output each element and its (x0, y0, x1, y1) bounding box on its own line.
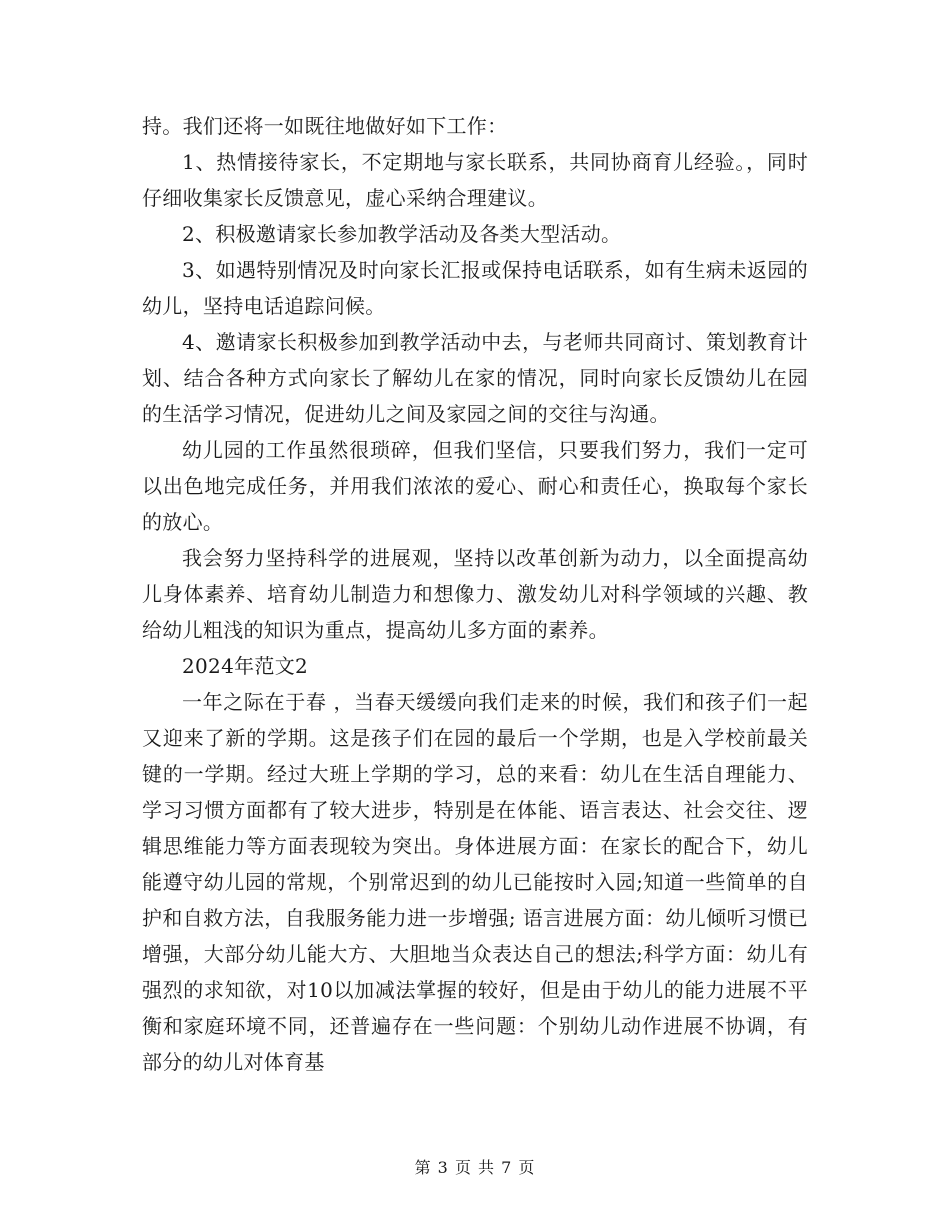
paragraph-summary: 幼儿园的工作虽然很琐碎，但我们坚信，只要我们努力，我们一定可以出色地完成任务，并用我们浓浓的爱心、耐心和责任心，换取每个家长的放心。 (142, 438, 808, 534)
paragraph-item-2: 2、积极邀请家长参加教学活动及各类大型活动。 (182, 222, 622, 246)
paragraph-item-4: 4、邀请家长积极参加到教学活动中去，与老师共同商讨、策划教育计划、结合各种方式向家长了解幼儿在家的情况，同时向家长反馈幼儿在园的生活学习情况，促进幼儿之间及家园之间的交往与沟通。 (142, 330, 808, 426)
paragraph-continuation: 持。我们还将一如既往地做好如下工作： (142, 114, 508, 138)
paragraph-commitment: 我会努力坚持科学的进展观，坚持以改革创新为动力，以全面提高幼儿身体素养、培育幼儿制造力和想像力、激发幼儿对科学领域的兴趣、教给幼儿粗浅的知识为重点，提高幼儿多方面的素养。 (142, 546, 808, 642)
paragraph-sample-2: 一年之际在于春 ，当春天缓缓向我们走来的时候，我们和孩子们一起又迎来了新的学期。这是孩子们在园的最后一个学期，也是入学校前最关键的一学期。经过大班上学期的学习，总的来看：幼儿在生活自理能力、学习习惯方面都有了较大进步，特别是在体能、语言表达、社会交往、逻辑思维能力等方面表现较为突出。身体进展方面：在家长的配合下，幼儿能遵守幼儿园的常规，个别常迟到的幼儿已能按时入园;知道一些简单的自护和自救方法，自我服务能力进一步增强; 语言进展方面：幼儿倾听习惯已增强，大部分幼儿能大方、大胆地当众表达自己的想法;科学方面：幼儿有强烈的求知欲，对10以加减法掌握的较好，但是由于幼儿的能力进展不平衡和家庭环境不同，还普遍存在一些问题：个别幼儿动作进展不协调，有部分的幼儿对体育基 (142, 690, 808, 1074)
page-footer: 第 3 页 共 7 页 (414, 1158, 536, 1177)
section-heading: 2024年范文2 (182, 654, 309, 678)
document-body (142, 108, 808, 1080)
paragraph-item-1: 1、热情接待家长，不定期地与家长联系，共同协商育儿经验。，同时仔细收集家长反馈意见，虚心采纳合理建议。 (142, 150, 808, 210)
paragraph-item-3: 3、如遇特别情况及时向家长汇报或保持电话联系，如有生病未返园的幼儿，坚持电话追踪问候。 (142, 258, 808, 318)
